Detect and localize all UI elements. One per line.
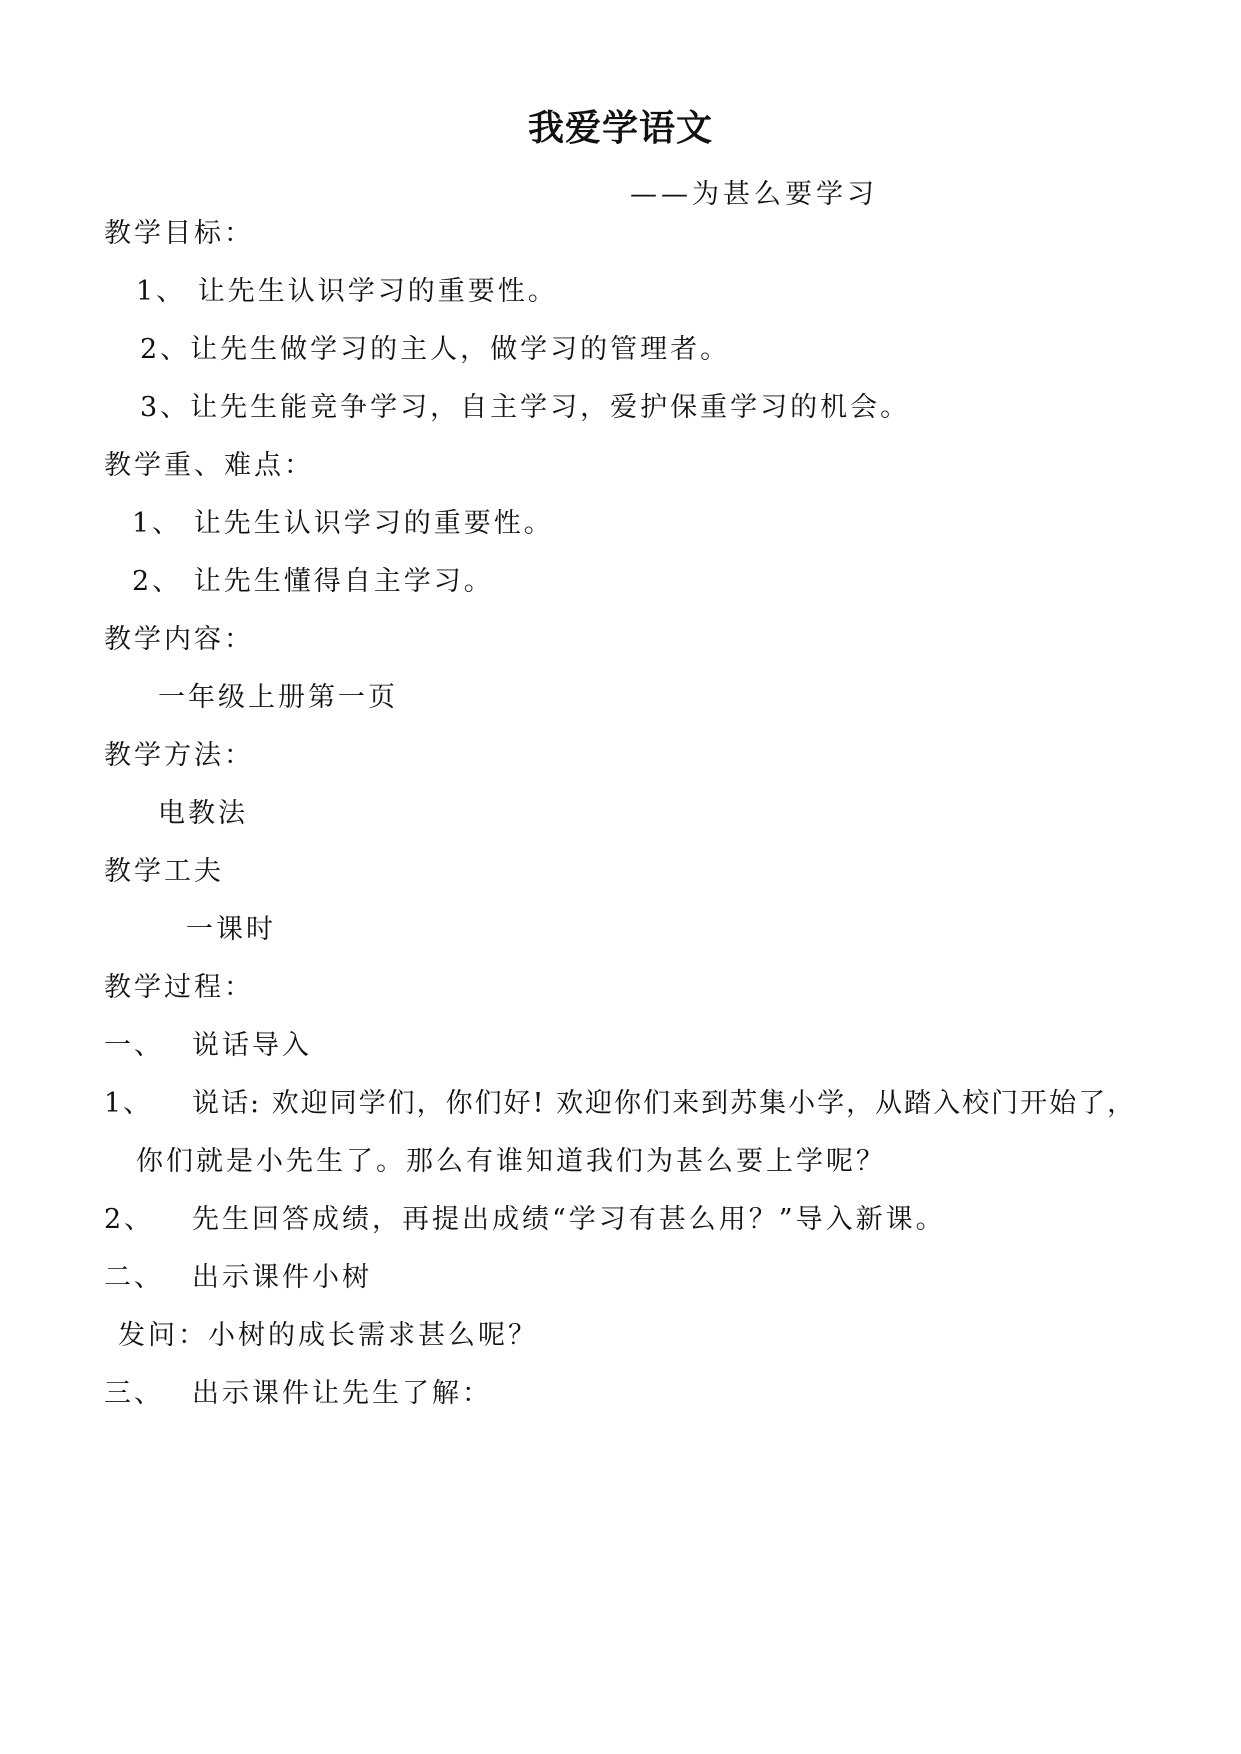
section-marker: 一、	[104, 1030, 164, 1061]
section-marker: 三、	[104, 1378, 164, 1409]
key-points-heading: 教学重、难点：	[104, 450, 314, 481]
process-section-1	[104, 1026, 312, 1066]
process-heading: 教学过程：	[104, 972, 254, 1003]
objective-item: 3、让先生能竞争学习，自主学习，爱护保重学习的机会。	[140, 392, 911, 423]
step-text: 先生回答成绩，再提出成绩“学习有甚么用？”导入新课。	[192, 1204, 946, 1235]
process-section-3	[104, 1374, 492, 1414]
document-title: 我爱学语文	[527, 108, 713, 149]
process-step-1-continuation: 你们就是小先生了。那么有谁知道我们为甚么要上学呢？	[136, 1146, 886, 1177]
objective-item: 2、让先生做学习的主人，做学习的管理者。	[140, 334, 731, 365]
method-heading: 教学方法：	[104, 740, 254, 771]
step-marker: 1、	[104, 1088, 153, 1119]
section-text: 出示课件小树	[192, 1262, 372, 1293]
document-subtitle: ——为甚么要学习	[630, 179, 878, 210]
content-text: 一年级上册第一页	[158, 682, 398, 713]
objective-item: 1、 让先生认识学习的重要性。	[136, 276, 558, 307]
key-point-item: 1、 让先生认识学习的重要性。	[132, 508, 554, 539]
step-marker: 2、	[104, 1204, 155, 1235]
method-text: 电教法	[158, 798, 248, 829]
process-section-2	[104, 1258, 372, 1298]
process-step-2	[104, 1200, 946, 1240]
duration-heading: 教学工夫	[104, 856, 224, 887]
content-heading: 教学内容：	[104, 624, 254, 655]
section-text: 出示课件让先生了解：	[192, 1378, 492, 1409]
process-step-1	[104, 1084, 1136, 1124]
process-question: 发问：小树的成长需求甚么呢？	[118, 1320, 538, 1351]
objectives-heading: 教学目标：	[104, 218, 254, 249]
duration-text: 一课时	[186, 914, 276, 945]
section-text: 说话导入	[192, 1030, 312, 1061]
step-text: 说话: 欢迎同学们，你们好! 欢迎你们来到苏集小学，从踏入校门开始了，	[192, 1088, 1137, 1119]
key-point-item: 2、 让先生懂得自主学习。	[132, 566, 494, 597]
section-marker: 二、	[104, 1262, 164, 1293]
